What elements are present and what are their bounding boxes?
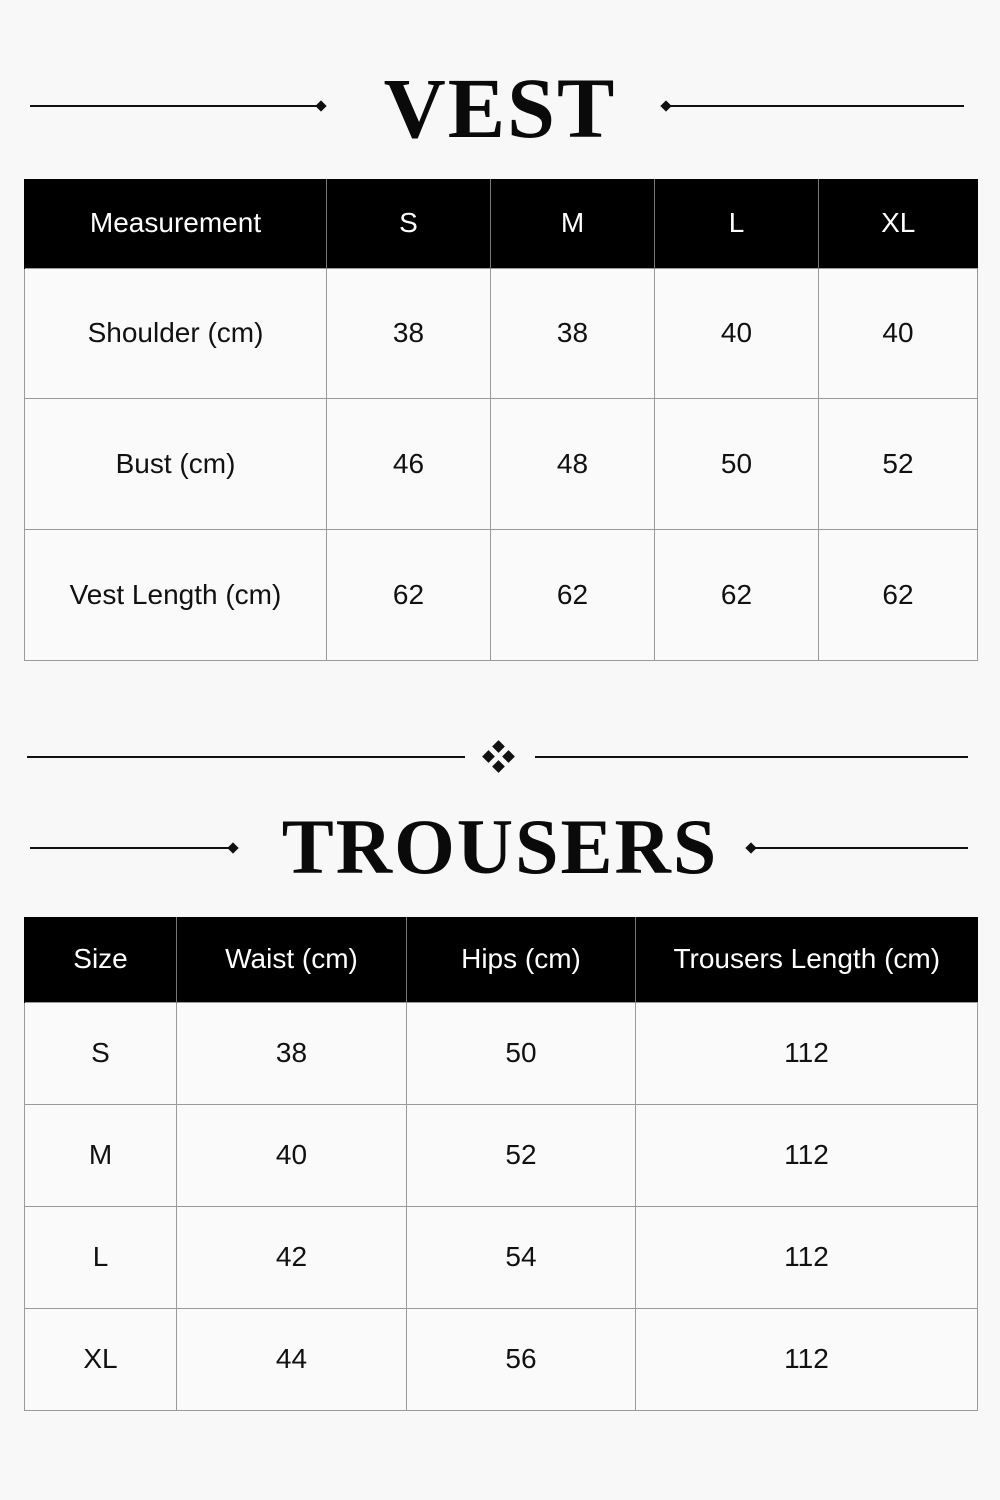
vest-title-rule-right bbox=[666, 105, 964, 107]
vest-cell: 38 bbox=[491, 268, 655, 398]
vest-row-label: Vest Length (cm) bbox=[25, 529, 327, 660]
table-row bbox=[25, 529, 978, 660]
vest-cell: 62 bbox=[327, 529, 491, 660]
trousers-title-rule-right bbox=[751, 847, 968, 849]
trousers-cell: 44 bbox=[177, 1308, 407, 1410]
trousers-header-waist: Waist (cm) bbox=[177, 917, 407, 1002]
vest-header-size-xl: XL bbox=[819, 179, 978, 268]
vest-header-size-s: S bbox=[327, 179, 491, 268]
vest-cell: 40 bbox=[819, 268, 978, 398]
trousers-cell: 40 bbox=[177, 1104, 407, 1206]
vest-row-label: Bust (cm) bbox=[25, 398, 327, 529]
trousers-cell: 56 bbox=[407, 1308, 636, 1410]
vest-cell: 62 bbox=[655, 529, 819, 660]
trousers-cell: 52 bbox=[407, 1104, 636, 1206]
trousers-cell: 112 bbox=[636, 1104, 978, 1206]
trousers-row-size: L bbox=[25, 1206, 177, 1308]
trousers-row-size: XL bbox=[25, 1308, 177, 1410]
trousers-cell: 112 bbox=[636, 1206, 978, 1308]
table-row bbox=[25, 1308, 978, 1410]
trousers-title: TROUSERS bbox=[281, 803, 719, 890]
vest-header-size-m: M bbox=[491, 179, 655, 268]
trousers-header-row bbox=[25, 917, 978, 1002]
vest-cell: 62 bbox=[819, 529, 978, 660]
vest-cell: 52 bbox=[819, 398, 978, 529]
section-divider-left bbox=[27, 756, 465, 758]
trousers-header-length: Trousers Length (cm) bbox=[636, 917, 978, 1002]
diamond-ornament-icon bbox=[483, 741, 515, 773]
trousers-cell: 38 bbox=[177, 1002, 407, 1104]
section-divider-right bbox=[535, 756, 968, 758]
table-row bbox=[25, 398, 978, 529]
vest-row-label: Shoulder (cm) bbox=[25, 268, 327, 398]
trousers-header-size: Size bbox=[25, 917, 177, 1002]
trousers-size-table bbox=[24, 917, 978, 1411]
vest-cell: 38 bbox=[327, 268, 491, 398]
vest-title: VEST bbox=[383, 60, 617, 156]
trousers-header-hips: Hips (cm) bbox=[407, 917, 636, 1002]
trousers-row-size: S bbox=[25, 1002, 177, 1104]
trousers-cell: 54 bbox=[407, 1206, 636, 1308]
table-row bbox=[25, 268, 978, 398]
trousers-cell: 50 bbox=[407, 1002, 636, 1104]
table-row bbox=[25, 1002, 978, 1104]
trousers-cell: 42 bbox=[177, 1206, 407, 1308]
vest-header-size-l: L bbox=[655, 179, 819, 268]
table-row bbox=[25, 1104, 978, 1206]
trousers-cell: 112 bbox=[636, 1002, 978, 1104]
vest-cell: 48 bbox=[491, 398, 655, 529]
vest-cell: 46 bbox=[327, 398, 491, 529]
vest-cell: 62 bbox=[491, 529, 655, 660]
trousers-cell: 112 bbox=[636, 1308, 978, 1410]
vest-header-row bbox=[25, 179, 978, 268]
vest-header-measurement: Measurement bbox=[25, 179, 327, 268]
vest-cell: 50 bbox=[655, 398, 819, 529]
table-row bbox=[25, 1206, 978, 1308]
vest-size-table bbox=[24, 179, 978, 661]
trousers-row-size: M bbox=[25, 1104, 177, 1206]
vest-cell: 40 bbox=[655, 268, 819, 398]
